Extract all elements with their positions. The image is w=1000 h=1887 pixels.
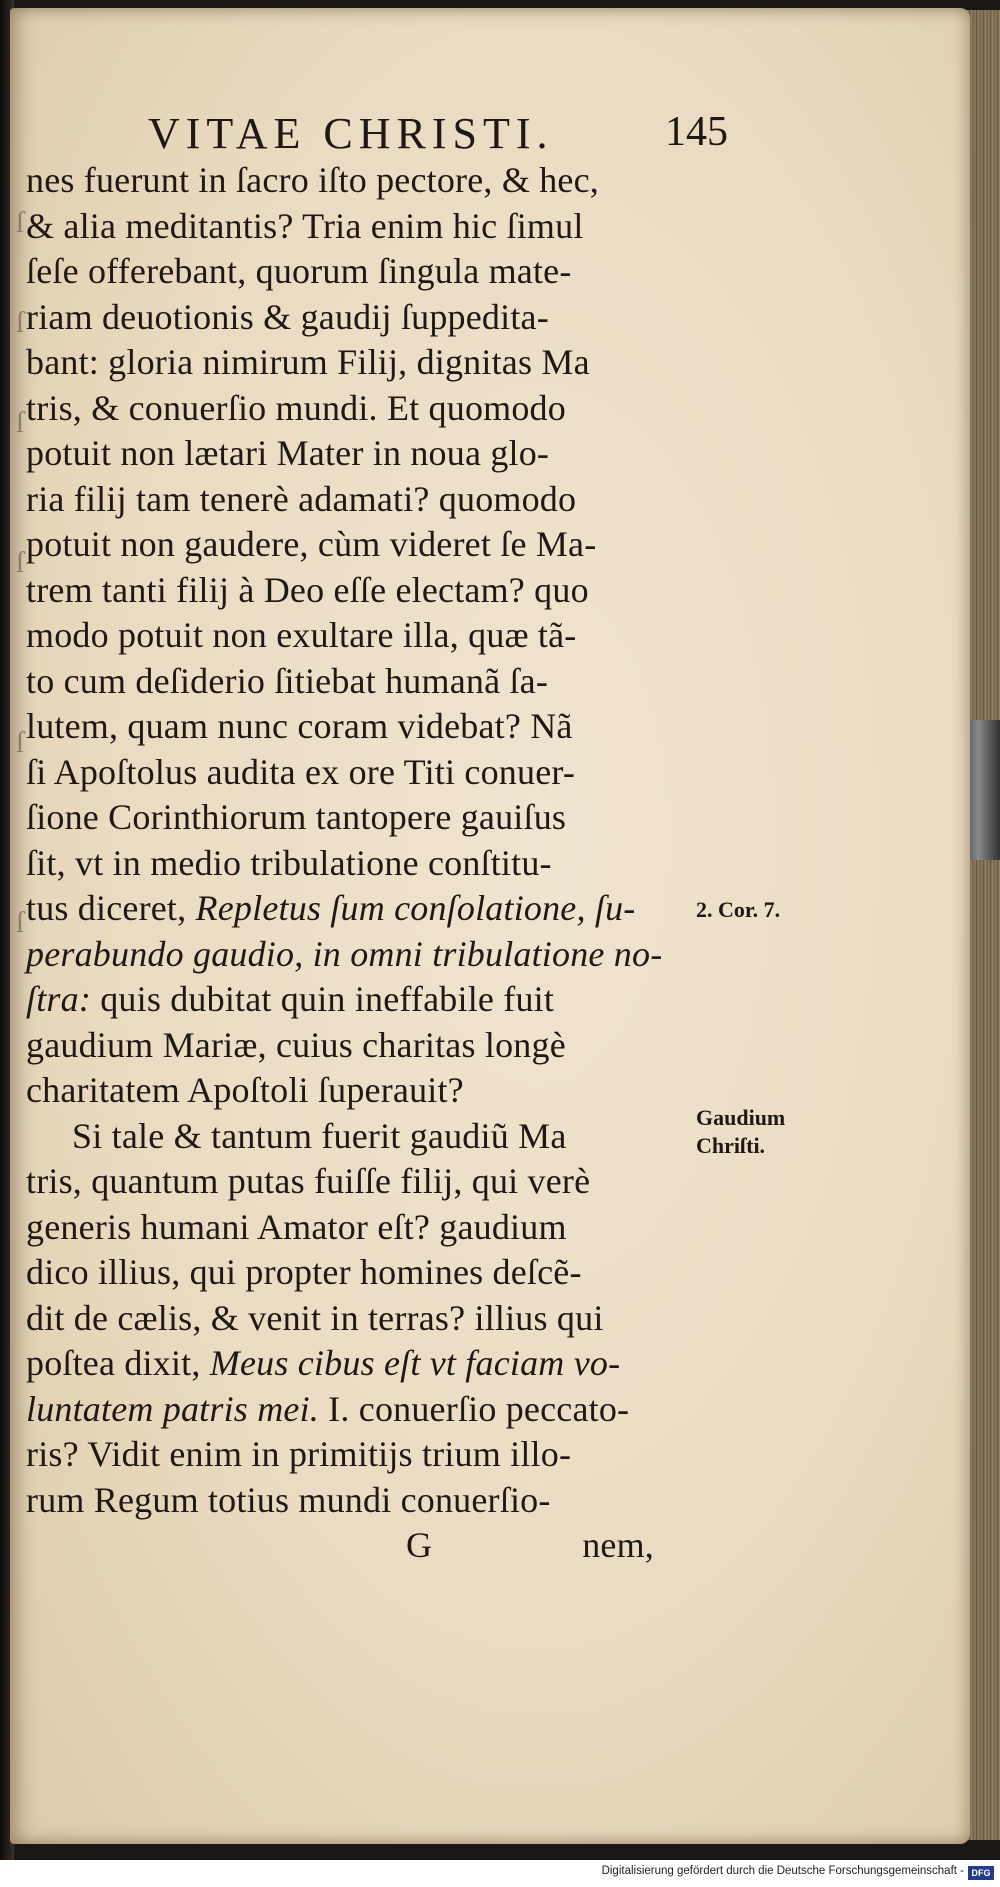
text-line [26, 1341, 706, 1387]
marginal-note-christi: Chriſti. [696, 1133, 766, 1158]
text-line: ſeſe offerebant, quorum ſingula mate- [26, 251, 572, 291]
book-page [10, 8, 970, 1844]
text-line [26, 1387, 706, 1433]
italic-quotation: perabundo gaudio, in omni tribulatione no- [26, 933, 663, 974]
paragraph-start-line: Si tale & tantum fuerit gaudiũ Ma [72, 1115, 567, 1156]
text-span: quis dubitat quin ineffabile fuit [91, 979, 555, 1019]
text-line: riam deuotionis & gaudij ſuppedita- [26, 296, 549, 337]
body-text [26, 158, 706, 1569]
text-line [26, 886, 706, 932]
italic-quotation: Repletus ſum conſolatione, ſu- [195, 888, 636, 928]
text-line: lutem, quam nunc coram videbat? Nã [26, 706, 573, 746]
bleed-through-mark: ſ [15, 546, 25, 579]
page-number: 145 [665, 109, 728, 155]
bleed-through-mark: ſ [15, 206, 25, 239]
bleed-through-mark: ſ [15, 906, 25, 939]
text-line: ſione Corinthiorum tantopere gauiſus [26, 797, 567, 837]
text-line: to cum deſiderio ſitiebat humanã ſa- [26, 660, 549, 701]
bleed-through-mark: ſ [15, 726, 25, 759]
italic-quotation: ſtra: [26, 979, 92, 1019]
text-span: poſtea dixit, [26, 1343, 210, 1383]
signature-mark: G [406, 1525, 433, 1565]
page-header [148, 108, 728, 162]
text-line: modo potuit non exultare illa, quæ tã- [26, 615, 577, 655]
italic-quotation: Meus cibus eſt vt faciam vo- [209, 1343, 621, 1383]
text-line: dit de cælis, & venit in terras? illius qui [26, 1297, 604, 1338]
text-line: generis humani Amator eſt? gaudium [26, 1206, 567, 1247]
text-line: & alia meditantis? Tria enim hic ſimul [26, 205, 584, 246]
text-line: trem tanti filij à Deo eſſe electam? quo [26, 569, 589, 610]
text-line: bant: gloria nimirum Filij, dignitas Ma [26, 342, 590, 382]
text-line: ſit, vt in medio tribulatione conſtitu- [26, 842, 552, 883]
text-line: ris? Vidit enim in primitijs trium illo- [26, 1434, 572, 1474]
bleed-through-mark: ſ [15, 306, 25, 339]
bleed-through-mark: ſ [15, 406, 25, 439]
text-line: rum Regum totius mundi conuerſio- [26, 1479, 551, 1520]
text-line: tris, quantum putas fuiſſe filij, qui verè [26, 1161, 591, 1201]
text-line [26, 932, 706, 978]
marginal-citation: 2. Cor. 7. [696, 897, 781, 922]
text-line: dico illius, qui propter homines deſcẽ- [26, 1252, 582, 1292]
text-line: ria filij tam tenerè adamati? quomodo [26, 478, 577, 519]
marginal-note-gaudium: Gaudium [696, 1105, 786, 1130]
text-span: I. conuerſio peccato- [318, 1388, 630, 1429]
text-line: gaudium Mariæ, cuius charitas longè [26, 1024, 566, 1065]
running-title: VITAE CHRISTI. [148, 109, 554, 158]
text-line: potuit non gaudere, cùm videret ſe Ma- [26, 524, 597, 564]
dfg-logo: DFG [968, 1866, 994, 1880]
text-line: ſi Apoſtolus audita ex ore Titi conuer- [26, 751, 576, 792]
digitization-footer [0, 1860, 1000, 1887]
catchword: nem, [582, 1525, 654, 1565]
italic-quotation: luntatem patris mei. [26, 1388, 319, 1429]
text-line [26, 977, 706, 1023]
text-line: nes fuerunt in ſacro iſto pectore, & hec, [26, 160, 599, 200]
text-line: charitatem Apoſtoli ſuperauit? [26, 1070, 464, 1110]
text-span: tus diceret, [26, 888, 196, 928]
catchword-line [26, 1523, 706, 1569]
funding-credit: Digitalisierung gefördert durch die Deutsche Forschungsgemeinschaft - [601, 1865, 964, 1877]
text-line: potuit non lætari Mater in noua glo- [26, 433, 550, 473]
text-line: tris, & conuerſio mundi. Et quomodo [26, 387, 566, 428]
